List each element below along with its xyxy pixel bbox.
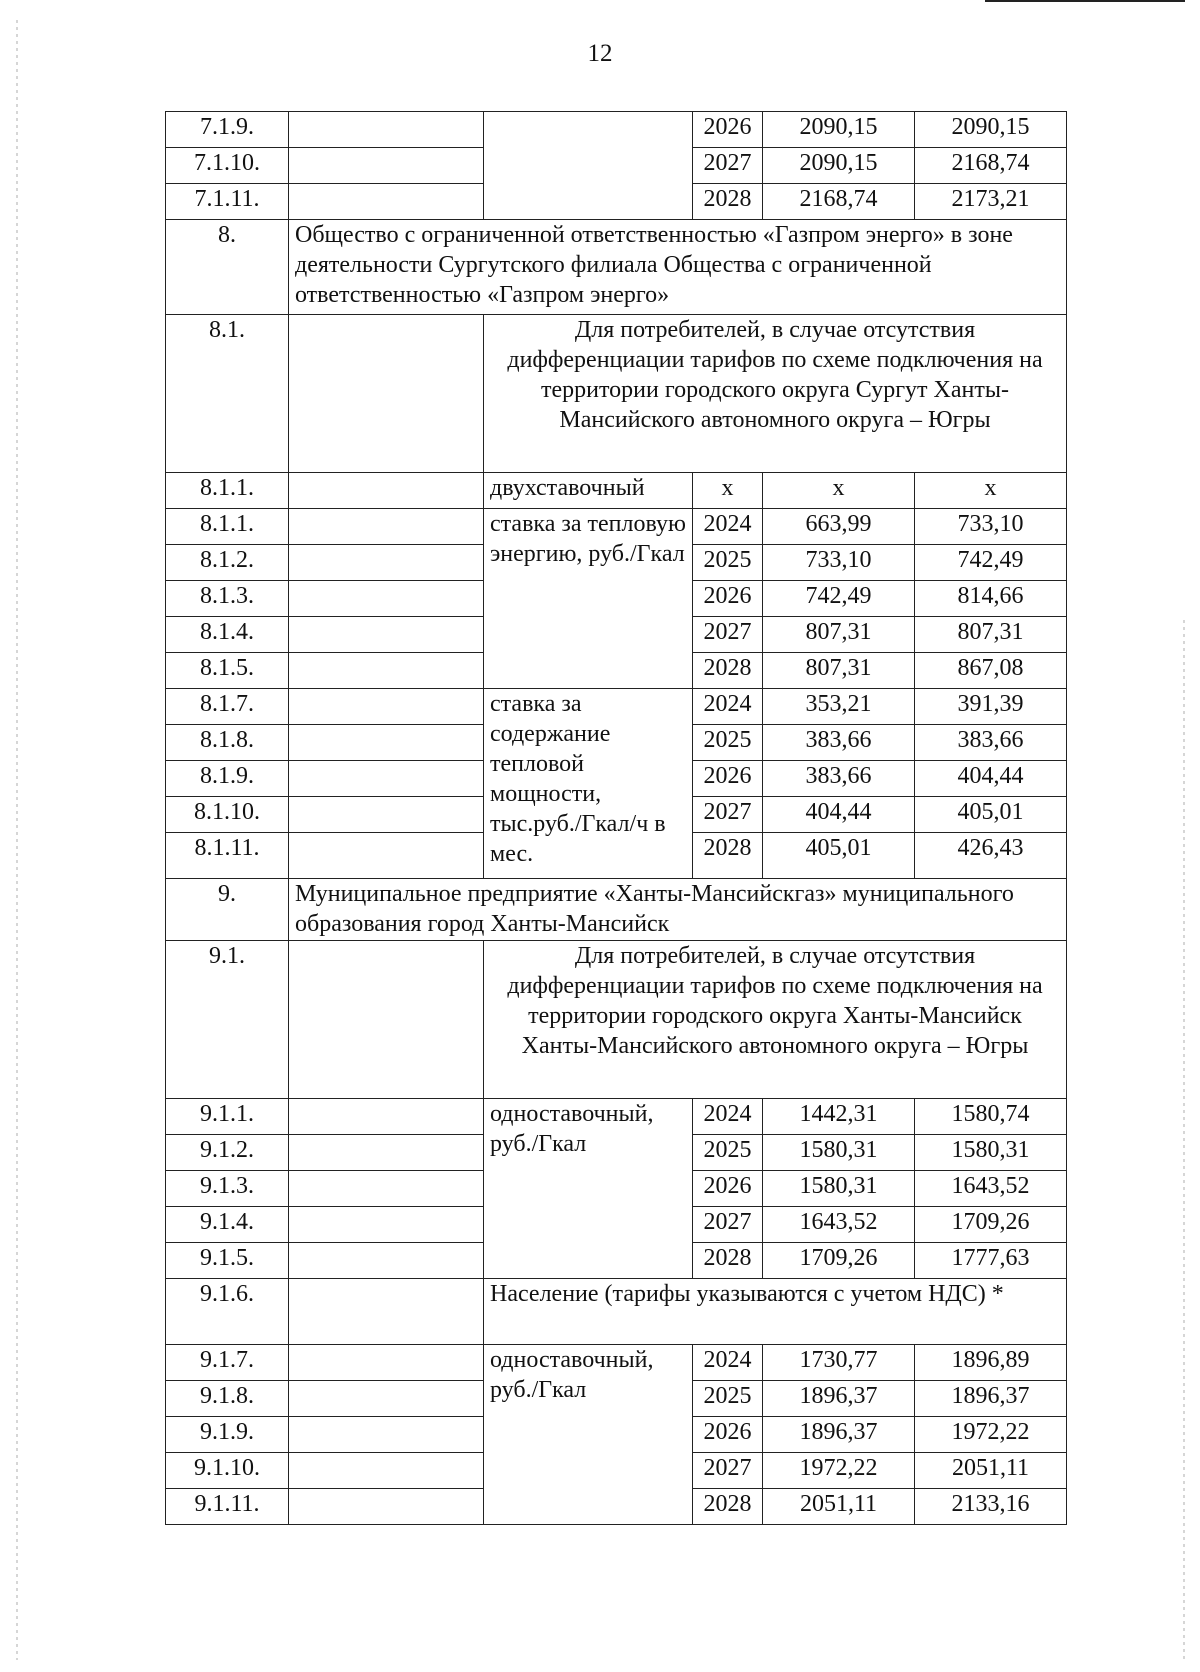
value-cell: 807,31 [763, 653, 915, 689]
row-number: 9.1.4. [166, 1207, 289, 1243]
organization-name: Муниципальное предприятие «Ханты-Мансийскгаз» муниципального образования город Ханты-Мансийск [289, 879, 1067, 941]
value-cell: 2051,11 [915, 1453, 1067, 1489]
year-cell: 2024 [693, 1345, 763, 1381]
year-cell: 2026 [693, 112, 763, 148]
value-cell: 383,66 [763, 725, 915, 761]
row-number: 8.1.1. [166, 473, 289, 509]
value-cell: 1709,26 [763, 1243, 915, 1279]
value-cell: 663,99 [763, 509, 915, 545]
tariff-table-body [166, 112, 1067, 1525]
year-cell: 2026 [693, 761, 763, 797]
row-number: 9.1.3. [166, 1171, 289, 1207]
year-cell: 2025 [693, 545, 763, 581]
year-cell: 2028 [693, 833, 763, 879]
page-number: 12 [587, 40, 613, 67]
consumer-group: Для потребителей, в случае отсутствия дифференциации тарифов по схеме подключения на территории городского округа Сургут Ханты-Мансийского автономного округа – Югры [484, 315, 1067, 473]
value-cell: 733,10 [763, 545, 915, 581]
value-cell: 353,21 [763, 689, 915, 725]
empty-cell [289, 1207, 484, 1243]
tariff-rate-label: ставка за тепловую энергию, руб./Гкал [484, 509, 693, 689]
row-number: 8.1.4. [166, 617, 289, 653]
empty-cell [289, 653, 484, 689]
tariff-type: двухставочный [484, 473, 693, 509]
value-cell: 1972,22 [763, 1453, 915, 1489]
empty-cell [289, 761, 484, 797]
table-row [166, 689, 1067, 725]
row-number: 9. [166, 879, 289, 941]
year-cell: 2024 [693, 509, 763, 545]
empty-cell [289, 1171, 484, 1207]
row-number: 8.1.11. [166, 833, 289, 879]
table-row [166, 315, 1067, 473]
row-number: 8.1.10. [166, 797, 289, 833]
value-cell: 1896,89 [915, 1345, 1067, 1381]
year-cell: 2027 [693, 1207, 763, 1243]
year-cell: 2028 [693, 184, 763, 220]
row-number: 8.1.3. [166, 581, 289, 617]
year-cell: 2024 [693, 689, 763, 725]
row-number: 9.1.8. [166, 1381, 289, 1417]
empty-cell [289, 1243, 484, 1279]
value-cell: 1580,31 [915, 1135, 1067, 1171]
value-cell: 1777,63 [915, 1243, 1067, 1279]
empty-cell [289, 617, 484, 653]
value-cell: 807,31 [915, 617, 1067, 653]
empty-cell [289, 184, 484, 220]
row-number: 8.1.9. [166, 761, 289, 797]
value-cell: х [763, 473, 915, 509]
value-cell: 405,01 [763, 833, 915, 879]
value-cell: 1896,37 [763, 1381, 915, 1417]
empty-cell [289, 315, 484, 473]
year-cell: 2025 [693, 725, 763, 761]
row-number: 7.1.11. [166, 184, 289, 220]
tariff-rate-label: одноставочный, руб./Гкал [484, 1099, 693, 1279]
tariff-rate-label: одноставочный, руб./Гкал [484, 1345, 693, 1525]
value-cell: 733,10 [915, 509, 1067, 545]
population-note: Население (тарифы указываются с учетом НДС) * [484, 1279, 1067, 1345]
value-cell: 1896,37 [763, 1417, 915, 1453]
tariff-rate-label: ставка за содержание тепловой мощности, тыс.руб./Гкал/ч в мес. [484, 689, 693, 879]
row-number: 9.1.2. [166, 1135, 289, 1171]
empty-cell [289, 1279, 484, 1345]
value-cell: 1442,31 [763, 1099, 915, 1135]
value-cell: 2173,21 [915, 184, 1067, 220]
row-number: 8.1. [166, 315, 289, 473]
value-cell: 404,44 [915, 761, 1067, 797]
row-number: 8.1.7. [166, 689, 289, 725]
row-number: 8.1.8. [166, 725, 289, 761]
empty-cell [289, 1489, 484, 1525]
row-number: 9.1.7. [166, 1345, 289, 1381]
empty-cell [289, 689, 484, 725]
year-cell: 2024 [693, 1099, 763, 1135]
value-cell: 1709,26 [915, 1207, 1067, 1243]
value-cell: 807,31 [763, 617, 915, 653]
year-cell: 2026 [693, 1417, 763, 1453]
value-cell: 1730,77 [763, 1345, 915, 1381]
table-row [166, 112, 1067, 148]
value-cell: 742,49 [763, 581, 915, 617]
value-cell: 2090,15 [763, 112, 915, 148]
value-cell: 1580,31 [763, 1171, 915, 1207]
empty-cell [289, 725, 484, 761]
row-number: 9.1.5. [166, 1243, 289, 1279]
year-cell: 2027 [693, 797, 763, 833]
table-row [166, 509, 1067, 545]
value-cell: 867,08 [915, 653, 1067, 689]
value-cell: 1896,37 [915, 1381, 1067, 1417]
year-cell: 2025 [693, 1135, 763, 1171]
table-row [166, 879, 1067, 941]
row-number: 8.1.2. [166, 545, 289, 581]
value-cell: 2090,15 [763, 148, 915, 184]
table-row [166, 1099, 1067, 1135]
row-number: 7.1.10. [166, 148, 289, 184]
row-number: 9.1.1. [166, 1099, 289, 1135]
value-cell: 2168,74 [763, 184, 915, 220]
row-number: 9.1.10. [166, 1453, 289, 1489]
empty-cell [289, 509, 484, 545]
empty-cell [289, 112, 484, 148]
row-number: 9.1.9. [166, 1417, 289, 1453]
year-cell: 2028 [693, 653, 763, 689]
year-cell: х [693, 473, 763, 509]
empty-cell [289, 941, 484, 1099]
year-cell: 2026 [693, 581, 763, 617]
scan-edge-right [1183, 620, 1185, 1660]
value-cell: 1643,52 [915, 1171, 1067, 1207]
empty-cell [289, 473, 484, 509]
empty-cell [289, 797, 484, 833]
empty-cell [289, 833, 484, 879]
table-row [166, 220, 1067, 315]
value-cell: 391,39 [915, 689, 1067, 725]
value-cell: 2051,11 [763, 1489, 915, 1525]
scan-edge-left [16, 20, 18, 1660]
empty-cell [289, 1453, 484, 1489]
value-cell: 742,49 [915, 545, 1067, 581]
value-cell: 426,43 [915, 833, 1067, 879]
year-cell: 2028 [693, 1243, 763, 1279]
consumer-group: Для потребителей, в случае отсутствия дифференциации тарифов по схеме подключения на территории городского округа Ханты-Мансийск Ханты-Мансийского автономного округа – Югры [484, 941, 1067, 1099]
value-cell: 2133,16 [915, 1489, 1067, 1525]
value-cell: 1643,52 [763, 1207, 915, 1243]
row-number: 8.1.5. [166, 653, 289, 689]
empty-cell [289, 1099, 484, 1135]
value-cell: 404,44 [763, 797, 915, 833]
year-cell: 2028 [693, 1489, 763, 1525]
table-row [166, 1345, 1067, 1381]
empty-cell [289, 1381, 484, 1417]
value-cell: 1972,22 [915, 1417, 1067, 1453]
empty-cell [289, 148, 484, 184]
row-number: 7.1.9. [166, 112, 289, 148]
table-row [166, 473, 1067, 509]
empty-cell [289, 1417, 484, 1453]
value-cell: 814,66 [915, 581, 1067, 617]
empty-cell [289, 545, 484, 581]
tariff-table [165, 111, 1067, 1525]
year-cell: 2025 [693, 1381, 763, 1417]
empty-cell [289, 1345, 484, 1381]
value-cell: 383,66 [763, 761, 915, 797]
value-cell: 2090,15 [915, 112, 1067, 148]
year-cell: 2027 [693, 1453, 763, 1489]
value-cell: 383,66 [915, 725, 1067, 761]
empty-cell [289, 1135, 484, 1171]
organization-name: Общество с ограниченной ответственностью «Газпром энерго» в зоне деятельности Сургутского филиала Общества с ограниченной ответственностью «Газпром энерго» [289, 220, 1067, 315]
row-number: 8. [166, 220, 289, 315]
row-number: 8.1.1. [166, 509, 289, 545]
value-cell: 405,01 [915, 797, 1067, 833]
year-cell: 2026 [693, 1171, 763, 1207]
value-cell: 1580,74 [915, 1099, 1067, 1135]
value-cell: 1580,31 [763, 1135, 915, 1171]
empty-cell [289, 581, 484, 617]
row-number: 9.1. [166, 941, 289, 1099]
top-rule [985, 0, 1185, 2]
year-cell: 2027 [693, 617, 763, 653]
year-cell: 2027 [693, 148, 763, 184]
table-row [166, 1279, 1067, 1345]
row-number: 9.1.11. [166, 1489, 289, 1525]
row-number: 9.1.6. [166, 1279, 289, 1345]
empty-merged-cell [484, 112, 693, 220]
value-cell: х [915, 473, 1067, 509]
table-row [166, 941, 1067, 1099]
value-cell: 2168,74 [915, 148, 1067, 184]
